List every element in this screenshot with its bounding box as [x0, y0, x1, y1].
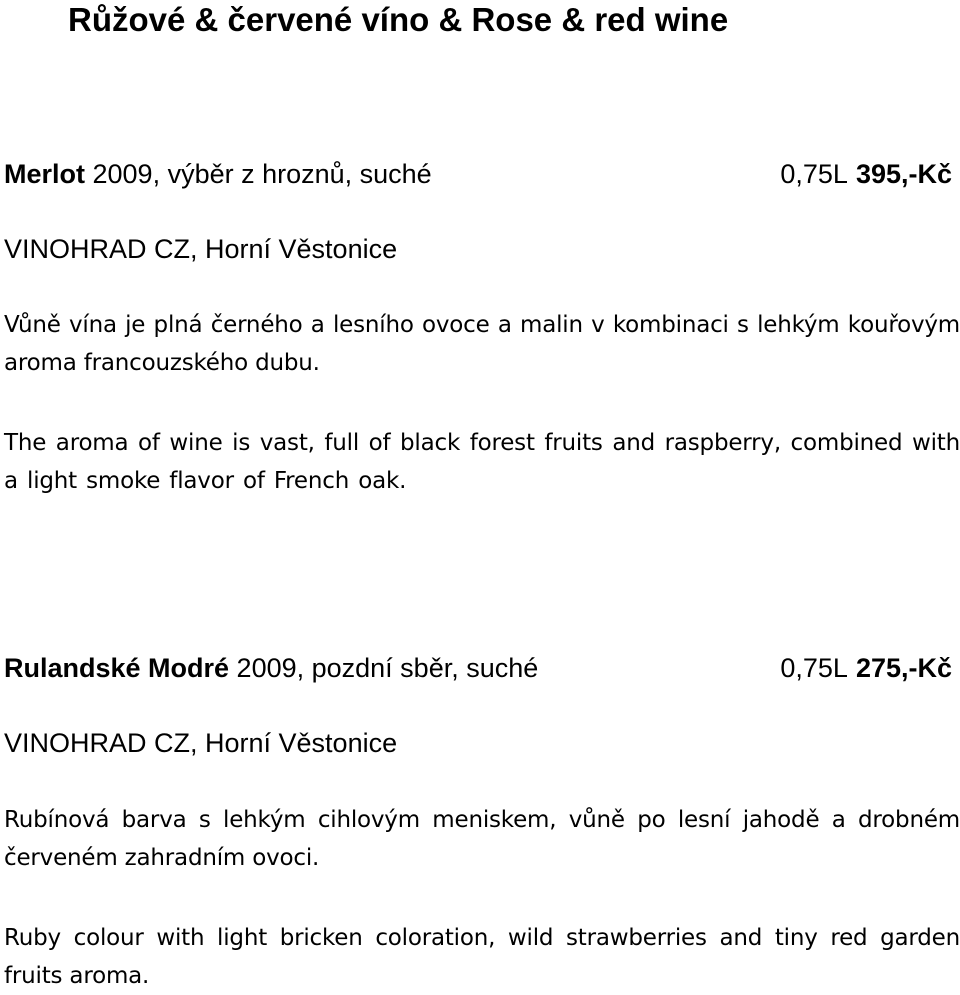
wine-header-rulandske-modre [4, 648, 952, 688]
wine-details: 2009, výběr z hroznů, suché [85, 159, 432, 189]
wine-description-cz: Vůně vína je plná černého a lesního ovoce a malin v kombinaci s lehkým kouřovým aroma francouzského dubu. [4, 312, 960, 376]
wine-price: 275,-Kč [855, 653, 952, 683]
page-title: Růžové & červené víno & Rose & red wine [68, 1, 729, 38]
wine-details: 2009, pozdní sběr, suché [229, 653, 539, 683]
wine-description-en: Ruby colour with light bricken coloration, wild strawberries and tiny red garden fruits aroma. [4, 925, 960, 989]
wine-price: 395,-Kč [855, 159, 952, 189]
wine-header-merlot [4, 154, 952, 194]
wine-description-cz: Rubínová barva s lehkým cihlovým meniskem, vůně po lesní jahodě a drobném červeném zahradním ovoci. [4, 807, 960, 871]
wine-volume: 0,75L [780, 653, 848, 683]
wine-producer: VINOHRAD CZ, Horní Věstonice [4, 728, 398, 758]
wine-description-en: The aroma of wine is vast, full of black forest fruits and raspberry, combined with a light smoke flavor of French oak. [4, 430, 960, 494]
wine-name: Merlot [4, 159, 85, 189]
wine-volume: 0,75L [780, 159, 848, 189]
wine-name: Rulandské Modré [4, 653, 230, 683]
wine-producer: VINOHRAD CZ, Horní Věstonice [4, 234, 398, 264]
price-block [780, 154, 952, 194]
price-block [780, 648, 952, 688]
